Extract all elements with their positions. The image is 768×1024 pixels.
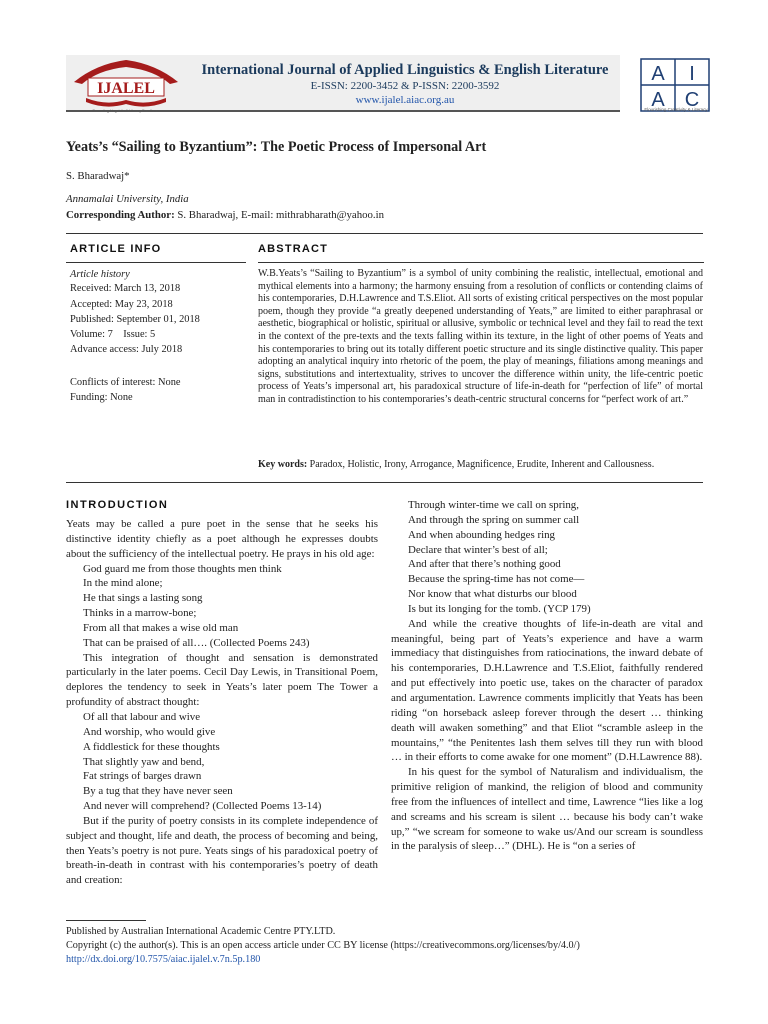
aiac-letter-a1: A: [651, 63, 665, 85]
poem-line: And after that there’s nothing good: [408, 558, 561, 571]
copyright-note: Copyright (c) the author(s). This is an open access article under CC BY license (https://creativecommons.org/licenses/by/4.0/): [66, 940, 580, 951]
poem-line: Because the spring-time has not come—: [408, 573, 585, 586]
poem-line: From all that makes a wise old man: [83, 621, 239, 634]
author-name: S. Bharadwaj*: [66, 170, 130, 182]
poem-line: Through winter-time we call on spring,: [408, 499, 579, 511]
poem-line: And never will comprehend? (Collected Poems 13-14): [83, 800, 322, 813]
journal-url-link[interactable]: www.ijalel.aiac.org.au: [355, 94, 455, 106]
logo-subtext: Promoting Linguistic & Literary Excellence: [92, 109, 160, 113]
body-paragraph: But if the purity of poetry consists in its complete independence of subject and thought, life and death, the process of becoming and being, then Yeats’s poetry is not pure. Yeats sings of his paradoxical poetry of breath-in-death in contrast with his contemporaries’s poetry of death and creation:: [66, 814, 378, 887]
poem-line: And worship, who would give: [83, 725, 216, 738]
keywords: [258, 459, 703, 470]
poem-line: Is but its longing for the tomb. (YCP 179): [408, 602, 591, 615]
conflicts-of-interest: Conflicts of interest: None: [70, 377, 181, 388]
article-info-rule: [66, 262, 246, 263]
corresponding-value: S. Bharadwaj, E-mail: mithrabharath@yahoo.in: [174, 209, 385, 221]
funding: Funding: None: [70, 392, 133, 403]
poem-line: Fat strings of barges drawn: [83, 770, 202, 783]
poem-line: And through the spring on summer call: [408, 513, 580, 526]
advance-access: Advance access: July 2018: [70, 344, 183, 355]
accepted-date: Accepted: May 23, 2018: [70, 299, 173, 310]
aiac-letter-c: C: [684, 89, 700, 111]
poem-line: Declare that winter’s best of all;: [408, 543, 548, 556]
doi-link[interactable]: http://dx.doi.org/10.7575/aiac.ijalel.v.7n.5p.180: [66, 954, 261, 965]
author-affiliation: Annamalai University, India: [66, 193, 189, 205]
volume-issue: Volume: 7 Issue: 5: [70, 329, 156, 340]
article-history-label: Article history: [70, 269, 130, 280]
poem-line: That slightly yaw and bend,: [83, 755, 205, 768]
keywords-value: Paradox, Holistic, Irony, Arrogance, Magnificence, Erudite, Inherent and Callousness.: [307, 459, 655, 470]
published-date: Published: September 01, 2018: [70, 314, 200, 325]
poem-line: God guard me from those thoughts men think: [83, 562, 282, 575]
body-left-column: [66, 517, 378, 888]
divider-top: [66, 233, 703, 234]
article-title: Yeats’s “Sailing to Byzantium”: The Poetic Process of Impersonal Art: [66, 139, 487, 155]
poem-line: Thinks in a marrow-bone;: [83, 607, 197, 620]
ijalel-logo: [66, 52, 186, 114]
aiac-letter-i: I: [689, 63, 695, 85]
body-paragraph: This integration of thought and sensation is demonstrated particularly in the later poems. Cecil Day Lewis, in Transitional Poem, deplores the tendency to seek in Yeats’s later poem The Tower a profundity of abstract thought:: [66, 651, 378, 709]
poem-line: By a tug that they have never seen: [83, 785, 233, 798]
logo-text: IJALEL: [97, 80, 155, 97]
corresponding-author: [66, 209, 384, 221]
body-paragraph: In his quest for the symbol of Naturalism and individualism, the primitive religion of mankind, the religion of blood and community free from the influences of intellect and time, Lawrence “lies like a log and screams and his scream is silent … because his body can’t wake up,” “we scream for someone to wake us/And our scream is soundless in the paralysis of sleep…” (DHL). He is “on a series of: [391, 766, 703, 853]
keywords-label: Key words:: [258, 459, 308, 470]
poem-line: Nor know that what disturbs our blood: [408, 588, 577, 601]
aiac-tagline: Flourishing Creativity & Literacy: [644, 107, 708, 112]
poem-line: And when abounding hedges ring: [408, 528, 555, 541]
divider-body: [66, 482, 703, 483]
abstract-text: W.B.Yeats’s “Sailing to Byzantium” is a symbol of unity combining the realistic, intellectual, emotional and mythical elements into a harmony; the harmony ensuing from a resolution of conflicts or contending claims of his contemporaries, D.H.Lawrence and T.S.Eliot. All sorts of existing critical perspectives on the most popular poem, though they provide “a greatly deepened understanding of Yeats,” are limited to either paraphrasal or aesthetic, biographical or holistic, spiritual or allusive, symbolic or technical level and they fail to read the text in the context of the pre-texts and the texts falling within its texture, in the light of other poems of Yeats and his contemporaries to bring out its totally different poetic structure and its single distinctive quality. This paper adopting an analytical inquiry into rhetoric of the poem, the play of meanings, filiations among meanings and signs, substitutions and intertextuality, strives to uncover the difference within unity, the life-centric poetic process of Yeats’s impersonal art, his paradoxical structure of life-in-death for “perfection of life” of mortal man in contradistinction to his contemporaries’s death-centric structural concerns for “perfect work of art.”: [258, 268, 703, 405]
introduction-heading: INTRODUCTION: [66, 499, 169, 511]
poem-line: He that sings a lasting song: [83, 592, 203, 605]
body-right-column: [391, 498, 703, 854]
poem-line: Of all that labour and wive: [83, 710, 201, 723]
aiac-logo: [640, 58, 710, 112]
journal-title: International Journal of Applied Linguistics & English Literature: [201, 62, 609, 78]
publisher-note: Published by Australian International Academic Centre PTY.LTD.: [66, 926, 336, 937]
corresponding-label: Corresponding Author:: [66, 209, 175, 221]
poem-line: That can be praised of all…. (Collected Poems 243): [83, 636, 310, 649]
footnote-rule: [66, 920, 146, 921]
poem-line: A fiddlestick for these thoughts: [83, 740, 220, 753]
received-date: Received: March 13, 2018: [70, 283, 181, 294]
poem-line: In the mind alone;: [83, 577, 163, 590]
article-info-heading: ARTICLE INFO: [70, 243, 162, 255]
abstract-rule: [258, 262, 704, 263]
body-paragraph: And while the creative thoughts of life-in-death are vital and meaningful, being part of Yeats’s experience and have a warm immediacy that distinguishes from ratiocinations, the inward debate of his contemporaries, D.H.Lawrence and T.S.Eliot, faithfully rendered and put effectively into poetic use, takes on the character of paradox and argumentation. Lawrence comments implicitly that Yeats has been riding “on horseback asleep forever through the desert … thinking death will awaken something” and that Eliot “scramble asleep in the mountains,” “the Penitentes lash them selves till they run with blood … in their efforts to come awake for one moment” (D.H.Lawrence 88).: [391, 617, 703, 764]
abstract-heading: ABSTRACT: [258, 243, 329, 255]
aiac-letter-a2: A: [651, 89, 665, 111]
body-paragraph: Yeats may be called a pure poet in the sense that he seeks his distinctive identity chiefly as a poet although he expresses doubts about the sufficiency of the intellectual poetry. He prays in his old age:: [66, 518, 378, 560]
issn-line: E-ISSN: 2200-3452 & P-ISSN: 2200-3592: [310, 80, 500, 92]
